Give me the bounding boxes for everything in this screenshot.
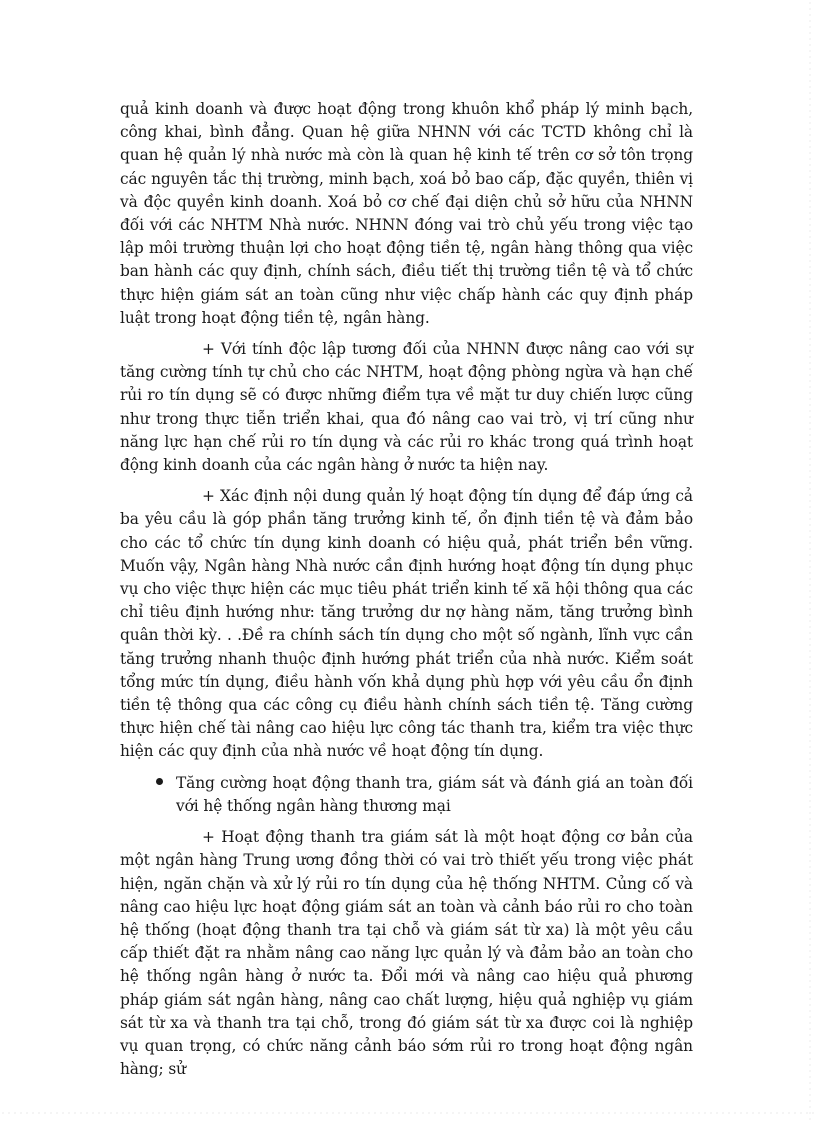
bullet-dot-icon bbox=[156, 778, 163, 785]
paragraph-independence: + Với tính độc lập tương đối của NHNN được nâng cao với sự tăng cường tính tự chủ cho các NHTM, hoạt động phòng ngừa và hạn chế rủi ro tín dụng sẽ có được những điểm tựa về mặt tư duy chiến lược cũng như trong thực tiễn triển khai, qua đó nâng cao vai trò, vị trí cũng như năng lực hạn chế rủi ro tín dụng và các rủi ro khác trong quá trình hoạt động kinh doanh của các ngân hàng ở nước ta hiện nay. bbox=[120, 340, 693, 475]
paragraph-inspection-activity: + Hoạt động thanh tra giám sát là một hoạt động cơ bản của một ngân hàng Trung ương đồng thời có vai trò thiết yếu trong việc phát hiện, ngăn chặn và xử lý rủi ro tín dụng của hệ thống NHTM. Củng cố và nâng cao hiệu lực hoạt động giám sát an toàn và cảnh báo rủi ro cho toàn hệ thống (hoạt động thanh tra tại chỗ và giám sát từ xa) là một yêu cầu cấp thiết đặt ra nhằm nâng cao năng lực quản lý và đảm bảo an toàn cho hệ thống ngân hàng ở nước ta. Đổi mới và nâng cao hiệu quả phương pháp giám sát ngân hàng, nâng cao chất lượng, hiệu quả nghiệp vụ giám sát từ xa và thanh tra tại chỗ, trong đó giám sát từ xa được coi là nghiệp vụ quan trọng, có chức năng cảnh báo sớm rủi ro trong hoạt động ngân hàng; sử bbox=[120, 828, 693, 1079]
paragraph-continued: quả kinh doanh và được hoạt động trong khuôn khổ pháp lý minh bạch, công khai, bình đẳng. Quan hệ giữa NHNN với các TCTD không chỉ là quan hệ quản lý nhà nước mà còn là quan hệ kinh tế trên cơ sở tôn trọng các nguyên tắc thị trường, minh bạch, xoá bỏ bao cấp, đặc quyền, thiên vị và độc quyền kinh doanh. Xoá bỏ cơ chế đại diện chủ sở hữu của NHNN đối với các NHTM Nhà nước. NHNN đóng vai trò chủ yếu trong việc tạo lập môi trường thuận lợi cho hoạt động tiền tệ, ngân hàng thông qua việc ban hành các quy định, chính sách, điều tiết thị trường tiền tệ và tổ chức thực hiện giám sát an toàn cũng như việc chấp hành các quy định pháp luật trong hoạt động tiền tệ, ngân hàng. bbox=[120, 100, 693, 327]
document-body bbox=[120, 98, 693, 1089]
bullet-text: Tăng cường hoạt động thanh tra, giám sát và đánh giá an toàn đối với hệ thống ngân hàng thương mại bbox=[176, 773, 693, 815]
page-edge-bottom bbox=[0, 1112, 816, 1114]
page-edge-right bbox=[809, 0, 811, 1123]
bullet-line bbox=[120, 772, 693, 818]
bullet-item-inspection bbox=[120, 772, 693, 818]
paragraph-credit-management: + Xác định nội dung quản lý hoạt động tín dụng để đáp ứng cả ba yêu cầu là góp phần tăng trưởng kinh tế, ổn định tiền tệ và đảm bảo cho các tổ chức tín dụng kinh doanh có hiệu quả, phát triển bền vững. Muốn vậy, Ngân hàng Nhà nước cần định hướng hoạt động tín dụng phục vụ cho việc thực hiện các mục tiêu phát triển kinh tế xã hội thông qua các chỉ tiêu định hướng như: tăng trưởng dư nợ hàng năm, tăng trưởng bình quân thời kỳ. . .Đề ra chính sách tín dụng cho một số ngành, lĩnh vực cần tăng trưởng nhanh thuộc định hướng phát triển của nhà nước. Kiểm soát tổng mức tín dụng, điều hành vốn khả dụng phù hợp với yêu cầu ổn định tiền tệ thông qua các công cụ điều hành chính sách tiền tệ. Tăng cường thực hiện chế tài nâng cao hiệu lực công tác thanh tra, kiểm tra việc thực hiện các quy định của nhà nước về hoạt động tín dụng. bbox=[120, 487, 693, 761]
